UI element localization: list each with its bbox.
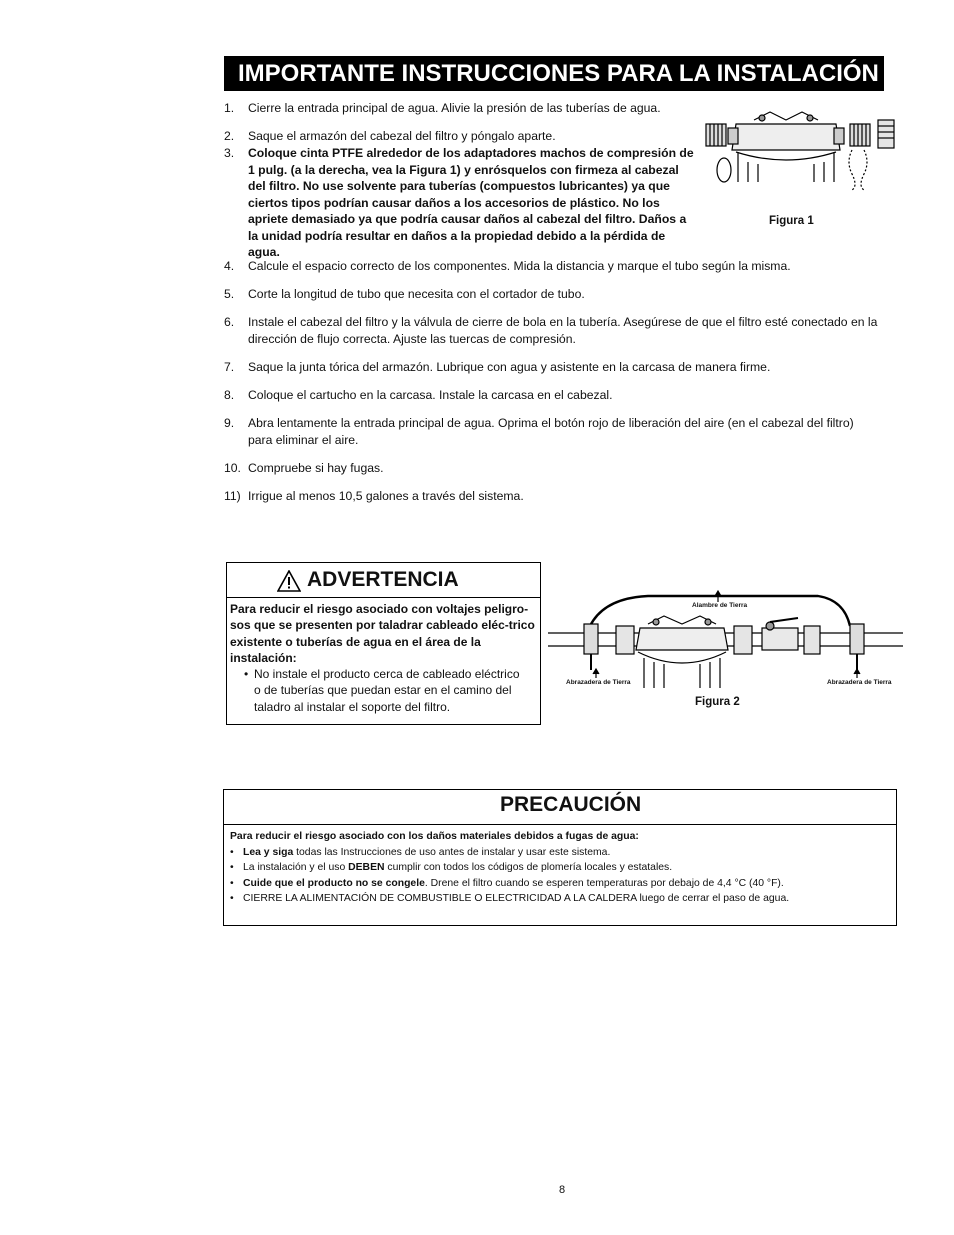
warning-body [230, 601, 535, 715]
step-number: 10. [224, 461, 241, 475]
caution-item [230, 845, 890, 861]
step-number: 8. [224, 388, 235, 402]
step-number: 9. [224, 416, 235, 430]
step-text: Saque la junta tórica del armazón. Lubrique con agua y asistente en la carcasa de manera firme. [248, 360, 771, 374]
caution-item-text: CIERRE LA ALIMENTACIÓN DE COMBUSTIBLE O ELECTRICIDAD A LA CALDERA luego de cerrar el paso de agua. [243, 893, 790, 904]
warning-bullet [242, 666, 535, 715]
bullet-dot: • [230, 862, 234, 873]
step-number: 7. [224, 360, 235, 374]
step-number: 1. [224, 101, 235, 115]
warning-bullet-text: No instale el producto cerca de cableado eléctrico o de tuberías que puedan estar en el camino del taladro al instalar el soporte del filtro. [254, 667, 520, 714]
step-text: Saque el armazón del cabezal del filtro y póngalo aparte. [248, 129, 556, 143]
warning-triangle-icon [277, 570, 301, 592]
step-number: 5. [224, 287, 235, 301]
step-text: Calcule el espacio correcto de los componentes. Mida la distancia y marque el tubo según la misma. [248, 259, 791, 273]
page-number: 8 [559, 1184, 566, 1196]
bullet-dot: • [244, 667, 249, 682]
caution-item-text: todas las Instrucciones de uso antes de instalar y usar este sistema. [293, 846, 611, 858]
caution-item [230, 876, 890, 892]
caution-item-bold: DEBEN [348, 862, 385, 873]
warning-title: ADVERTENCIA [307, 568, 459, 591]
caution-item-bold: Lea y siga [243, 846, 294, 858]
caution-header [224, 790, 896, 825]
step-number: 11) [224, 489, 241, 503]
bullet-dot: • [230, 893, 234, 904]
caution-item-text: cumplir con todos los códigos de plomería locales y estatales. [384, 862, 673, 873]
bullet-dot: • [230, 877, 234, 889]
step-text: Irrigue al menos 10,5 galones a través del sistema. [248, 489, 524, 503]
caution-item [230, 891, 890, 907]
caution-item [230, 860, 890, 876]
caution-item-bold: Cuide que el producto no se congele [243, 877, 425, 889]
caution-body [230, 829, 890, 907]
caution-box [223, 789, 897, 926]
bullet-dot: • [230, 846, 234, 858]
caution-intro: Para reducir el riesgo asociado con los daños materiales debidos a fugas de agua: [230, 831, 639, 842]
caution-item-pre: La instalación y el uso [243, 862, 349, 873]
step-text: Cierre la entrada principal de agua. Alivie la presión de las tuberías de agua. [248, 101, 661, 115]
warning-header [227, 563, 540, 598]
step-number: 4. [224, 259, 235, 273]
label-ground-clamp-right: Abrazadera de Tierra [827, 679, 892, 686]
step-text: Compruebe si hay fugas. [248, 461, 384, 475]
step-text: Abra lentamente la entrada principal de agua. Oprima el botón rojo de liberación del aire (en el cabezal del filtro) para eliminar el aire. [248, 416, 854, 447]
caution-item-text: . Drene el filtro cuando se esperen temperaturas por debajo de 4,4 °C (40 °F). [424, 877, 784, 889]
figure-2-caption: Figura 2 [695, 696, 740, 708]
step-text: Coloque cinta PTFE alrededor de los adaptadores machos de compresión de 1 pulg. (a la derecha, vea la Figura 1) y enrósquelos con firmeza al cabezal del filtro. No use solvente para tuberías (compuestos lubricantes) ya que ciertos tipos podrían causar daños a los accesorios de plástico. No los apriete demasiado ya que podría causar daños al cabezal del filtro. Daños a la unidad podría resultar en daños a la propiedad debido a la pérdida de agua. [248, 146, 694, 259]
warning-box [226, 562, 541, 725]
figure-1-caption: Figura 1 [769, 215, 814, 227]
step-text: Instale el cabezal del filtro y la válvula de cierre de bola en la tubería. Asegúrese de que el filtro esté conectado en la dirección de flujo correcta. Ajuste las tuercas de compresión. [248, 315, 878, 346]
step-number: 3. [224, 146, 235, 160]
page-title: IMPORTANTE INSTRUCCIONES PARA LA INSTALACIÓN [224, 56, 884, 91]
label-ground-wire: Alambre de Tierra [692, 602, 748, 609]
step-text: Corte la longitud de tubo que necesita con el cortador de tubo. [248, 287, 585, 301]
label-ground-clamp-left: Abrazadera de Tierra [566, 679, 631, 686]
step-number: 6. [224, 315, 235, 329]
caution-title: PRECAUCIÓN [500, 793, 642, 816]
step-text: Coloque el cartucho en la carcasa. Instale la carcasa en el cabezal. [248, 388, 613, 402]
step-number: 2. [224, 129, 235, 143]
warning-intro: Para reducir el riesgo asociado con voltajes peligro-sos que se presenten por taladrar cableado eléc-trico existente o tuberías de agua en el área de la instalación: [230, 602, 535, 665]
